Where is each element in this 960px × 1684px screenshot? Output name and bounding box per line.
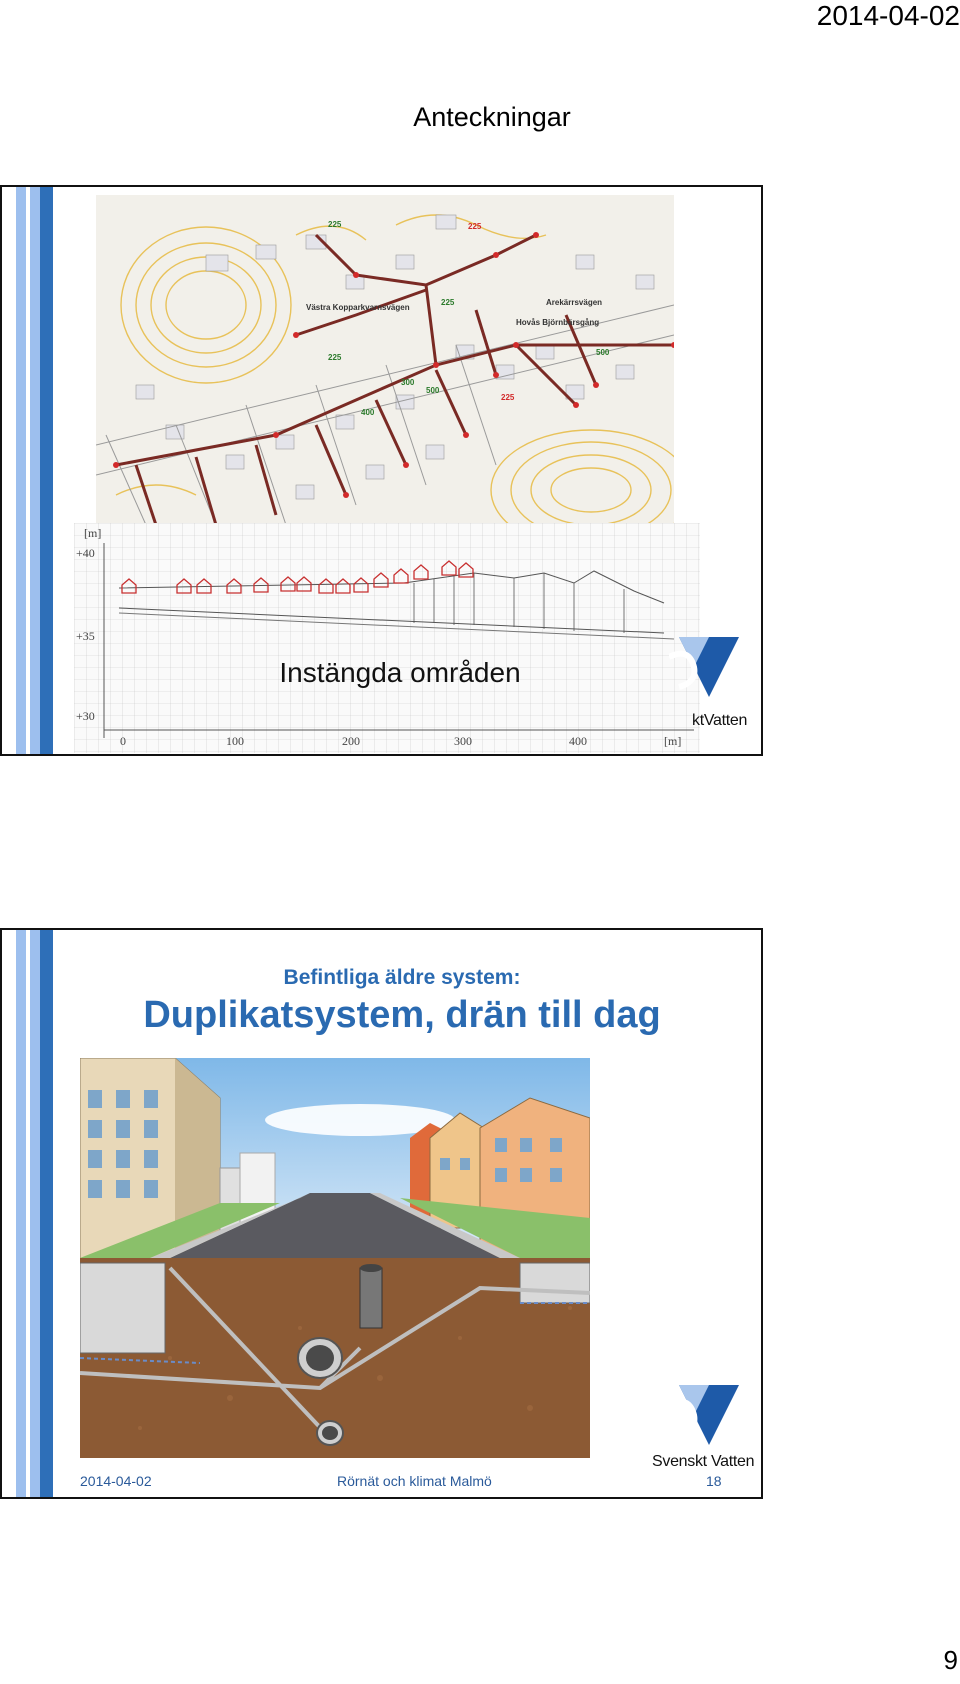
slide-side-stripes — [2, 187, 54, 754]
map-label: 225 — [328, 353, 342, 362]
map-label: 225 — [501, 393, 515, 402]
map-label: 500 — [596, 348, 610, 357]
svenskt-vatten-logo-icon — [669, 637, 739, 697]
header-date: 2014-04-02 — [816, 0, 960, 31]
map-label: 500 — [426, 386, 440, 395]
elevation-profile — [74, 523, 700, 753]
profile-x-tick: 300 — [454, 734, 472, 748]
profile-x-tick: 400 — [569, 734, 587, 748]
pipe-network-map — [96, 195, 674, 525]
map-label: 300 — [401, 378, 415, 387]
map-label: Hovås Björnbärsgång — [516, 318, 600, 327]
map-label: Arekärrsvägen — [546, 298, 603, 307]
slide-title: Duplikatsystem, drän till dag — [143, 994, 661, 1036]
logo-text: Svenskt Vatten — [652, 1453, 755, 1470]
profile-y-unit: [m] — [84, 526, 102, 540]
slide-footer-date: 2014-04-02 — [80, 1473, 152, 1489]
profile-y-tick: +30 — [76, 709, 95, 723]
profile-x-tick: 200 — [342, 734, 360, 748]
profile-x-tick: 0 — [120, 734, 126, 748]
page-number: 9 — [943, 1645, 958, 1675]
slide-2 — [0, 928, 763, 1499]
map-label: 225 — [328, 220, 342, 229]
map-label: Västra Kopparkvarnsvägen — [306, 303, 410, 312]
slide-footer-page: 18 — [706, 1473, 722, 1489]
profile-x-unit: [m] — [664, 734, 682, 748]
logo-text: ktVatten — [692, 712, 748, 729]
map-label: 400 — [361, 408, 375, 417]
svenskt-vatten-logo-icon — [669, 1385, 739, 1445]
slide-1-caption: Instängda områden — [279, 657, 521, 688]
slide-side-stripes — [2, 930, 54, 1497]
drainage-illustration — [80, 1058, 590, 1458]
profile-y-tick: +35 — [76, 629, 95, 643]
map-label: 225 — [468, 222, 482, 231]
slide-1 — [0, 185, 763, 756]
profile-y-tick: +40 — [76, 546, 95, 560]
map-label: 225 — [441, 298, 455, 307]
profile-x-tick: 100 — [226, 734, 244, 748]
slide-footer-title: Rörnät och klimat Malmö — [337, 1473, 492, 1489]
slide-subtitle: Befintliga äldre system: — [283, 966, 521, 989]
page-heading: Anteckningar — [413, 102, 571, 132]
